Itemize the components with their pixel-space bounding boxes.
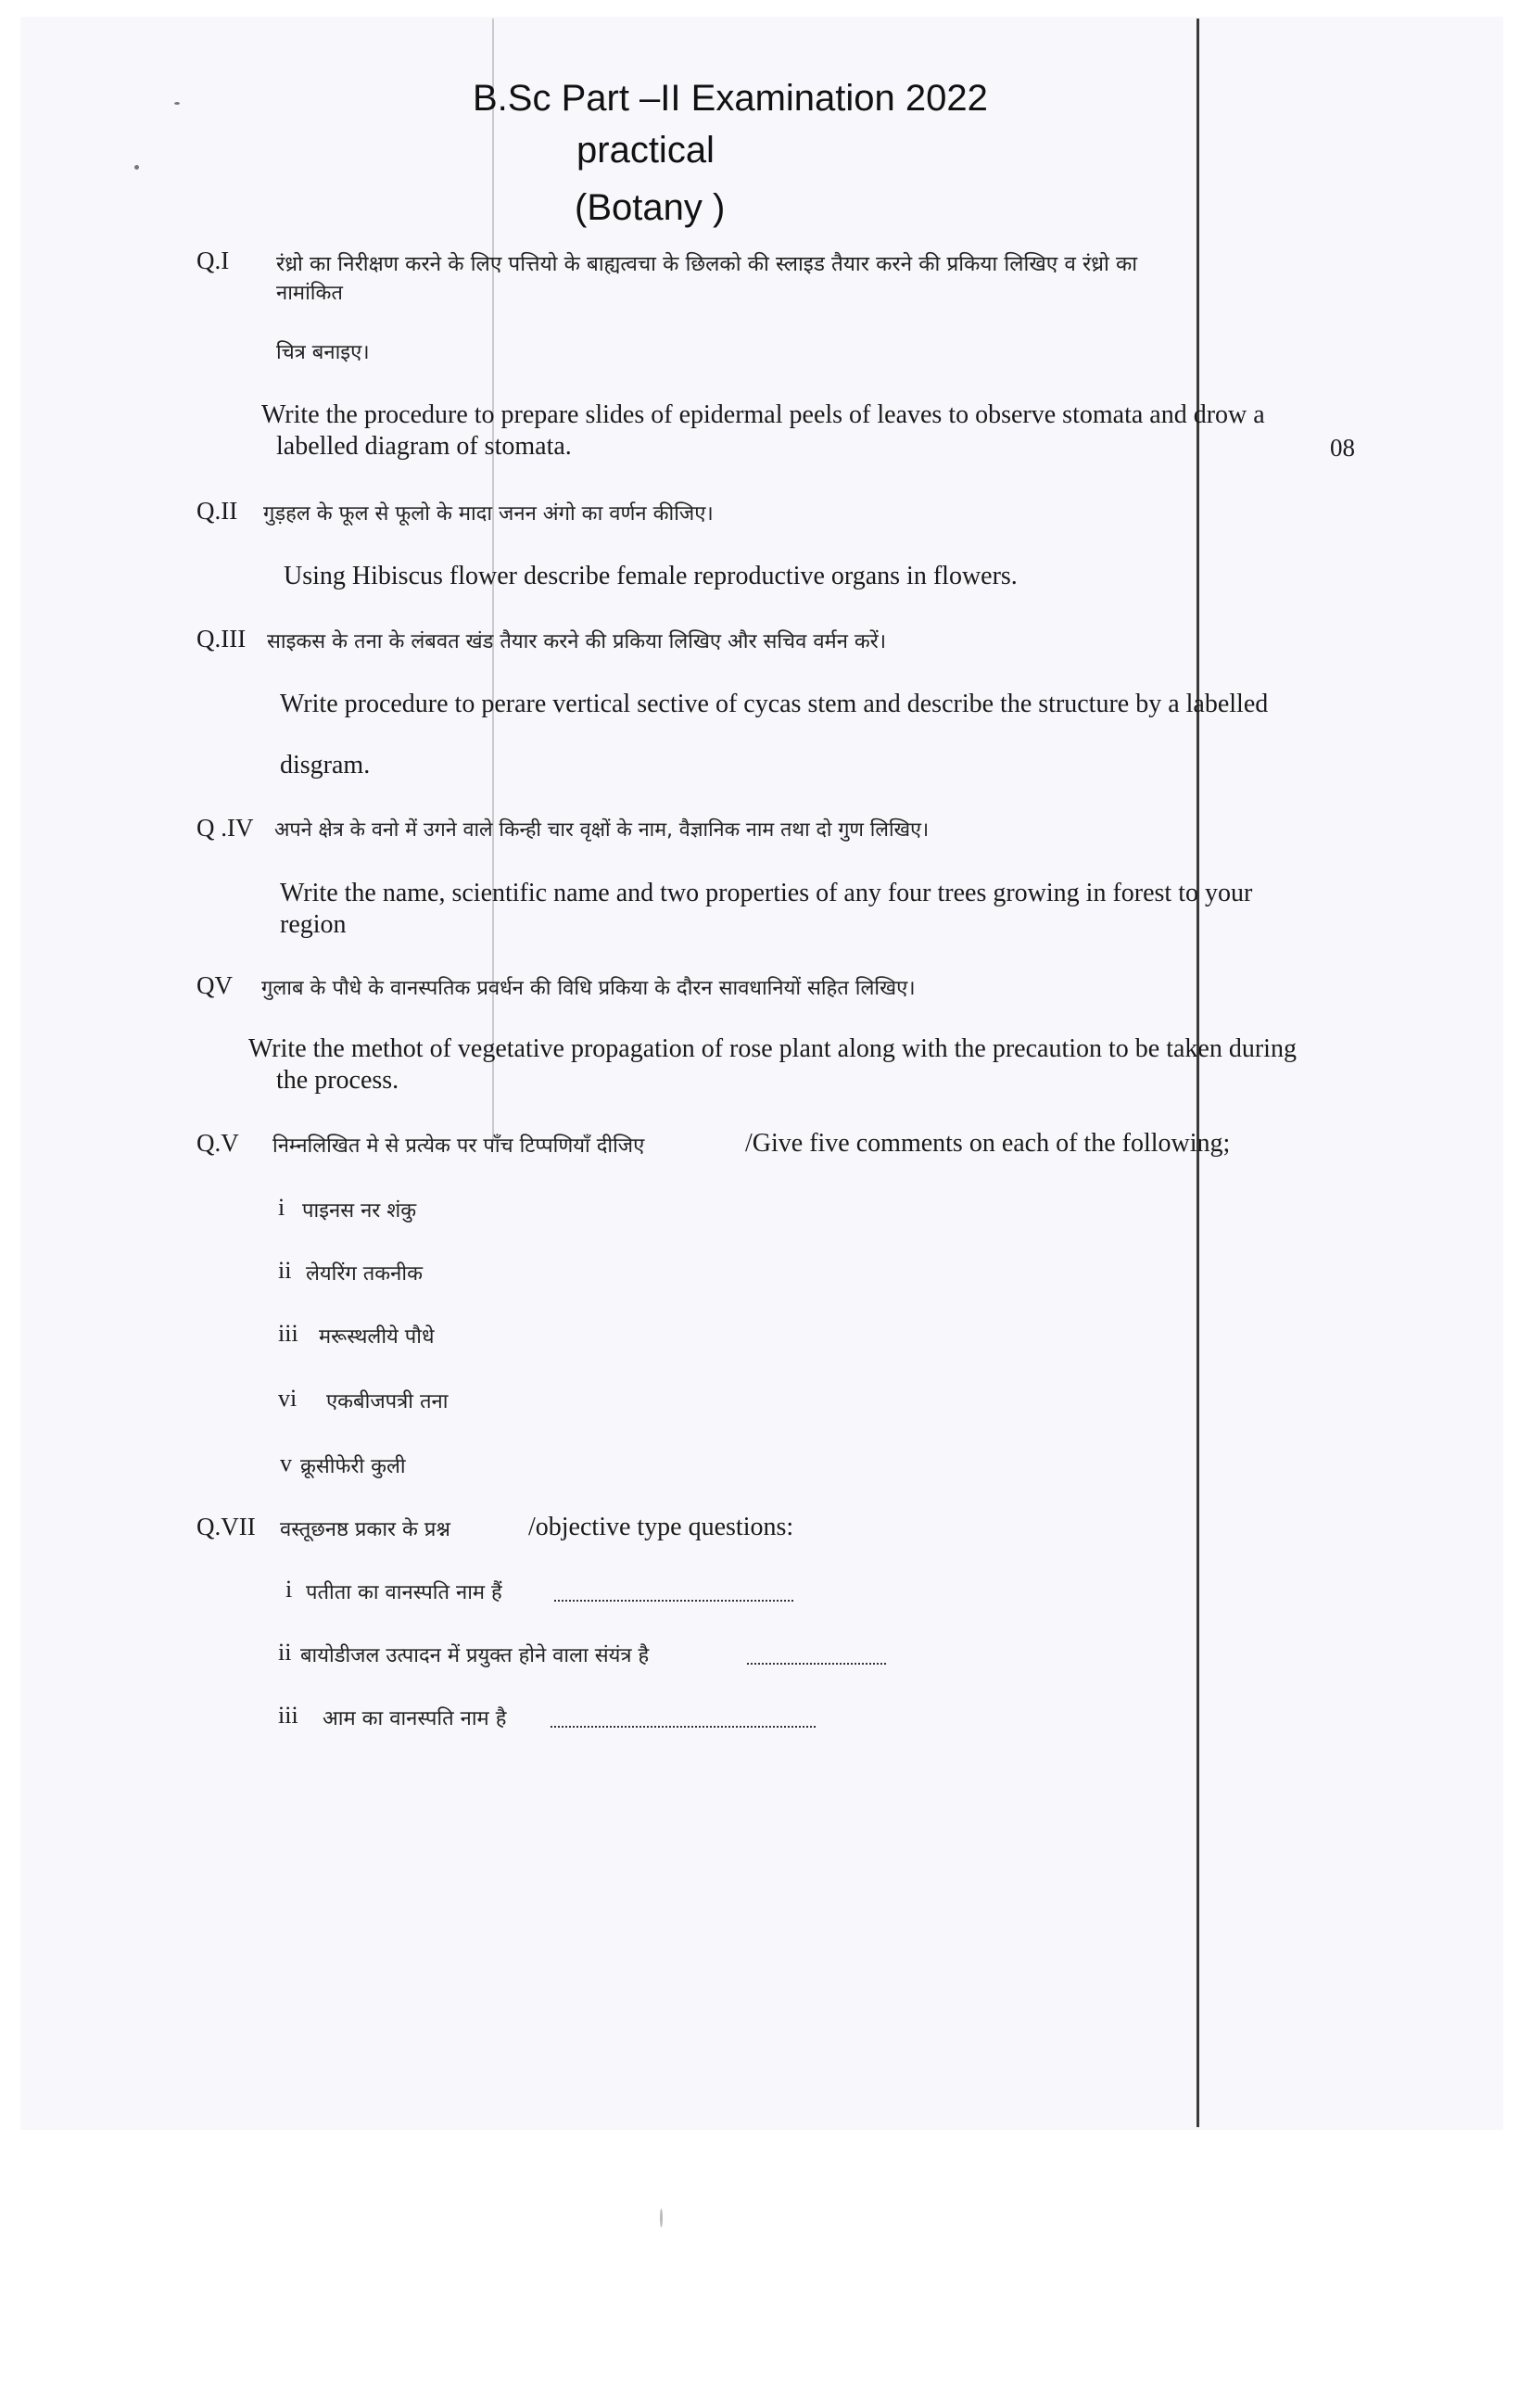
exam-subtitle-practical: practical bbox=[576, 130, 715, 171]
exam-subject: (Botany ) bbox=[575, 187, 726, 228]
question-english-text: Write the procedure to prepare slides of epidermal peels of leaves to observe stomata and drow a bbox=[261, 400, 1265, 429]
question-english-text: the process. bbox=[276, 1066, 399, 1095]
scanned-page bbox=[20, 17, 1503, 2130]
question-english-text: region bbox=[280, 910, 347, 939]
scan-speck bbox=[660, 2209, 663, 2227]
question-hindi-text: रंध्रो का निरीक्षण करने के लिए पत्तियो के बाह्यत्वचा के छिलको की स्लाइड तैयार करने की प्रकिया लिखिए व रंध्रो का bbox=[276, 252, 1138, 276]
answer-blank bbox=[747, 1659, 886, 1665]
sub-item-number: vi bbox=[278, 1385, 298, 1412]
question-english-text: Write procedure to perare vertical sective of cycas stem and describe the structure by a labelled bbox=[280, 690, 1269, 718]
sub-item-text: लेयरिंग तकनीक bbox=[306, 1262, 423, 1286]
sub-item-number: iii bbox=[278, 1320, 298, 1347]
sub-item-text: क्रूसीफेरी कुली bbox=[300, 1455, 406, 1478]
question-english-text: /Give five comments on each of the following; bbox=[745, 1129, 1231, 1158]
sub-item-text: बायोडीजल उत्पादन में प्रयुक्त होने वाला संयंत्र है bbox=[300, 1644, 650, 1667]
question-hindi-text: चित्र बनाइए। bbox=[276, 341, 370, 364]
scan-speck bbox=[134, 165, 139, 170]
sub-item-text: आम का वानस्पति नाम है bbox=[323, 1707, 507, 1730]
question-hindi-text: अपने क्षेत्र के वनो में उगने वाले किन्ही चार वृक्षों के नाम, वैज्ञानिक नाम तथा दो गुण लिखिए। bbox=[274, 818, 930, 842]
sub-item-number: i bbox=[285, 1576, 293, 1603]
question-english-text: Write the methot of vegetative propagation of rose plant along with the precaution to be taken during bbox=[248, 1034, 1297, 1063]
sub-item-text: मरूस्थलीये पौधे bbox=[319, 1325, 435, 1349]
question-number: Q.II bbox=[196, 497, 238, 525]
sub-item-text: एकबीजपत्री तना bbox=[326, 1390, 449, 1413]
question-hindi-text: नामांकित bbox=[276, 282, 343, 305]
question-hindi-text: निम्नलिखित मे से प्रत्येक पर पाँच टिप्पणियाँ दीजिए bbox=[272, 1134, 645, 1158]
scan-speck bbox=[174, 102, 180, 105]
question-number: Q.III bbox=[196, 625, 247, 653]
question-marks: 08 bbox=[1330, 434, 1355, 462]
answer-blank bbox=[554, 1596, 793, 1602]
question-english-text: /objective type questions: bbox=[528, 1513, 794, 1541]
question-number: Q.V bbox=[196, 1129, 239, 1157]
question-number: QV bbox=[196, 971, 233, 999]
question-number: Q.VII bbox=[196, 1513, 256, 1540]
sub-item-number: ii bbox=[278, 1257, 292, 1284]
sub-item-number: iii bbox=[278, 1702, 298, 1729]
question-hindi-text: गुलाब के पौधे के वानस्पतिक प्रवर्धन की विधि प्रकिया के दौरन सावधानियों सहित लिखिए। bbox=[261, 977, 916, 1000]
exam-title: B.Sc Part –II Examination 2022 bbox=[473, 78, 988, 119]
question-english-text: disgram. bbox=[280, 751, 371, 779]
question-english-text: Write the name, scientific name and two properties of any four trees growing in forest to your bbox=[280, 879, 1253, 907]
sub-item-text: पतीता का वानस्पति नाम हैं bbox=[306, 1581, 502, 1604]
sub-item-text: पाइनस नर शंकु bbox=[302, 1199, 417, 1223]
question-hindi-text: वस्तूछनष्ठ प्रकार के प्रश्न bbox=[280, 1518, 450, 1541]
scan-edge-line bbox=[1196, 19, 1199, 2127]
question-hindi-text: साइकस के तना के लंबवत खंड तैयार करने की प्रकिया लिखिए और सचिव वर्मन करें। bbox=[267, 630, 887, 653]
sub-item-number: v bbox=[280, 1450, 292, 1476]
question-number: Q.I bbox=[196, 247, 230, 274]
sub-item-number: i bbox=[278, 1194, 285, 1221]
question-english-text: labelled diagram of stomata. bbox=[276, 432, 572, 461]
answer-blank bbox=[551, 1722, 816, 1728]
question-hindi-text: गुड़हल के फूल से फूलो के मादा जनन अंगो का वर्णन कीजिए। bbox=[263, 502, 714, 526]
question-number: Q .IV bbox=[196, 814, 254, 842]
sub-item-number: ii bbox=[278, 1639, 292, 1666]
question-english-text: Using Hibiscus flower describe female reproductive organs in flowers. bbox=[284, 562, 1018, 590]
